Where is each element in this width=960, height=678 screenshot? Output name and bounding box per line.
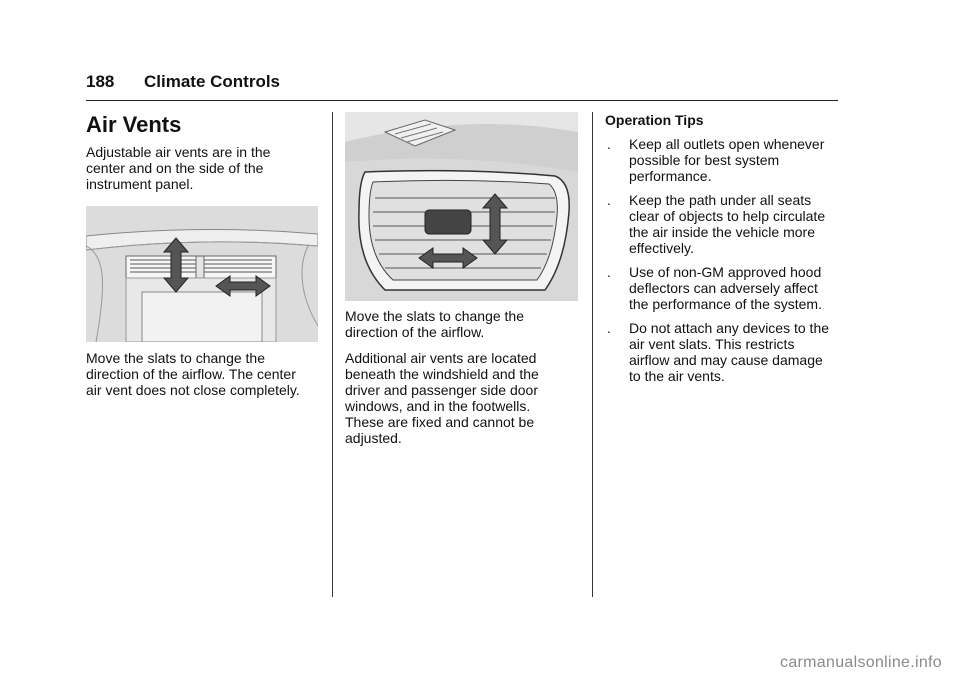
page-header bbox=[86, 70, 838, 101]
watermark-link[interactable]: carmanualsonline.info bbox=[780, 654, 942, 671]
list-item: . Keep the path under all seats clear of objects to help circulate the air inside the vehicle more effectively. bbox=[607, 192, 826, 256]
page-number: 188 bbox=[86, 72, 115, 91]
operation-tips-heading: Operation Tips bbox=[605, 112, 704, 128]
additional-vents-text: Additional air vents are located beneath the windshield and the driver and passenger side door windows, and in the footwells. These are fixed and cannot be adjusted. bbox=[345, 350, 539, 446]
center-vent-illustration bbox=[86, 206, 318, 342]
column-left bbox=[86, 112, 322, 192]
section-title: Climate Controls bbox=[144, 72, 281, 91]
side-vent-illustration bbox=[345, 112, 578, 301]
list-item: . Do not attach any devices to the air vent slats. This restricts airflow and may cause damage to the air vents. bbox=[607, 320, 830, 384]
column-divider bbox=[332, 112, 333, 597]
column-middle bbox=[345, 308, 580, 446]
intro-text: Adjustable air vents are in the center and on the side of the instrument panel. bbox=[86, 144, 271, 192]
page-title: Air Vents bbox=[86, 112, 182, 137]
side-vent-caption: Move the slats to change the direction of the airflow. bbox=[345, 308, 524, 340]
column-divider bbox=[592, 112, 593, 597]
center-vent-caption: Move the slats to change the direction of the airflow. The center air vent does not close completely. bbox=[86, 350, 300, 398]
column-right bbox=[605, 112, 841, 384]
bullet-marker: . bbox=[607, 192, 611, 208]
bullet-marker: . bbox=[607, 320, 611, 336]
list-item: . Use of non-GM approved hood deflectors can adversely affect the performance of the system. bbox=[607, 264, 822, 312]
bullet-marker: . bbox=[607, 136, 611, 152]
list-item: . Keep all outlets open whenever possible for best system performance. bbox=[607, 136, 825, 184]
bullet-marker: . bbox=[607, 264, 611, 280]
